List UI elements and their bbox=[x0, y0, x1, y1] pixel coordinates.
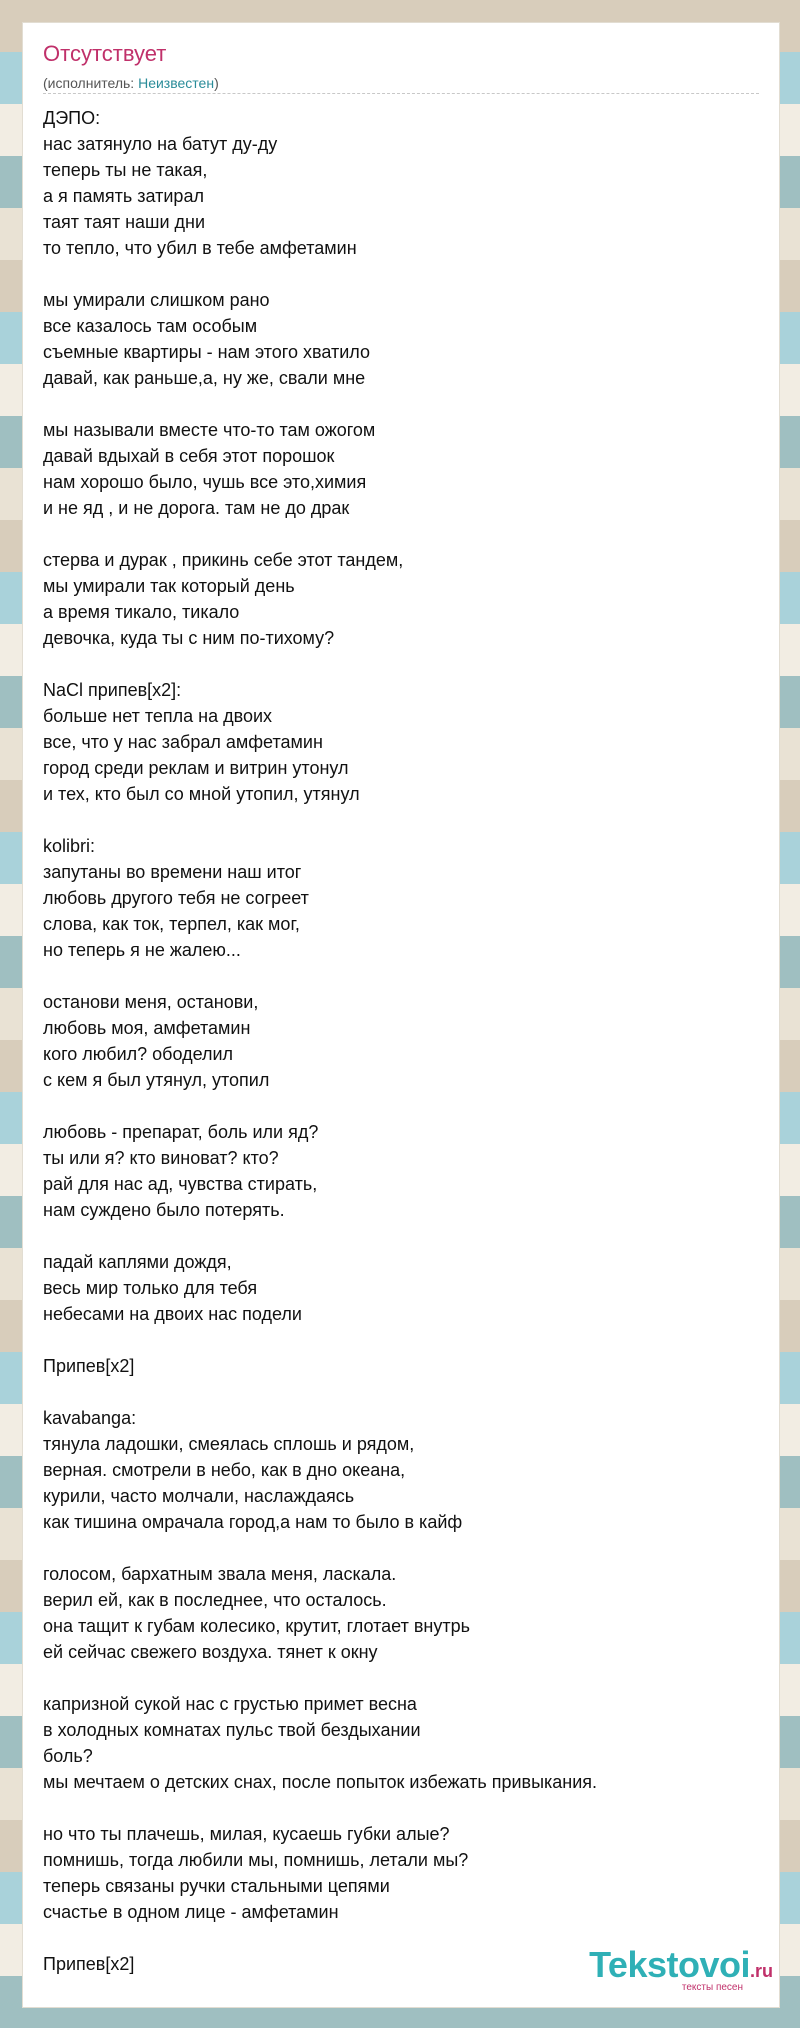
lyrics-line: съемные квартиры - нам этого хватило bbox=[43, 342, 370, 362]
lyrics-line: как тишина омрачала город,а нам то было в кайф bbox=[43, 1512, 463, 1532]
lyrics-line: боль? bbox=[43, 1746, 93, 1766]
lyrics-line: помнишь, тогда любили мы, помнишь, летали мы? bbox=[43, 1850, 469, 1870]
lyrics-line: тянула ладошки, смеялась сплошь и рядом, bbox=[43, 1434, 415, 1454]
site-logo[interactable] bbox=[589, 1944, 773, 1993]
lyrics-line: нас затянуло на батут ду-ду bbox=[43, 134, 278, 154]
lyrics-line: kavabanga: bbox=[43, 1408, 137, 1428]
lyrics-line: Припев[x2] bbox=[43, 1356, 135, 1376]
lyrics-blank-line bbox=[43, 1093, 759, 1119]
lyrics-line: нам хорошо было, чушь все это,химия bbox=[43, 472, 367, 492]
lyrics-line: в холодных комнатах пульс твой бездыхании bbox=[43, 1720, 421, 1740]
lyrics-blank-line bbox=[43, 1223, 759, 1249]
lyrics-line: нам суждено было потерять. bbox=[43, 1200, 285, 1220]
lyrics-blank-line bbox=[43, 807, 759, 833]
lyrics-line: счастье в одном лице - амфетамин bbox=[43, 1902, 339, 1922]
lyrics-line: все, что у нас забрал амфетамин bbox=[43, 732, 323, 752]
lyrics-line: город среди реклам и витрин утонул bbox=[43, 758, 349, 778]
artist-link[interactable]: Неизвестен bbox=[138, 75, 215, 91]
lyrics-line: а я память затирал bbox=[43, 186, 204, 206]
lyrics-line: рай для нас ад, чувства стирать, bbox=[43, 1174, 318, 1194]
artist-suffix: ) bbox=[214, 75, 219, 91]
lyrics-line: стерва и дурак , прикинь себе этот тандем, bbox=[43, 550, 404, 570]
lyrics-line: капризной сукой нас с грустью примет весна bbox=[43, 1694, 417, 1714]
lyrics-line: ты или я? кто виноват? кто? bbox=[43, 1148, 279, 1168]
lyrics-line: ДЭПО: bbox=[43, 108, 101, 128]
artist-prefix: (исполнитель: bbox=[43, 75, 139, 91]
lyrics-line: kolibri: bbox=[43, 836, 96, 856]
lyrics-blank-line bbox=[43, 963, 759, 989]
lyrics-line: весь мир только для тебя bbox=[43, 1278, 258, 1298]
lyrics-line: мы называли вместе что-то там ожогом bbox=[43, 420, 376, 440]
lyrics-blank-line bbox=[43, 391, 759, 417]
lyrics-line: запутаны во времени наш итог bbox=[43, 862, 302, 882]
lyrics-line: она тащит к губам колесико, крутит, глотает внутрь bbox=[43, 1616, 470, 1636]
lyrics-line: небесами на двоих нас подели bbox=[43, 1304, 302, 1324]
lyrics-line: голосом, бархатным звала меня, ласкала. bbox=[43, 1564, 397, 1584]
lyrics-line: теперь ты не такая, bbox=[43, 160, 208, 180]
lyrics-blank-line bbox=[43, 651, 759, 677]
lyrics-line: останови меня, останови, bbox=[43, 992, 259, 1012]
lyrics-blank-line bbox=[43, 521, 759, 547]
lyrics-line: то тепло, что убил в тебе амфетамин bbox=[43, 238, 357, 258]
lyrics-line: и тех, кто был со мной утопил, утянул bbox=[43, 784, 360, 804]
lyrics-blank-line bbox=[43, 1795, 759, 1821]
lyrics-line: Припев[x2] bbox=[43, 1954, 135, 1974]
lyrics-line: и не яд , и не дорога. там не до драк bbox=[43, 498, 350, 518]
lyrics-line: любовь - препарат, боль или яд? bbox=[43, 1122, 319, 1142]
lyrics-line: мы мечтаем о детских снах, после попыток избежать привыкания. bbox=[43, 1772, 598, 1792]
lyrics-line: слова, как ток, терпел, как мог, bbox=[43, 914, 300, 934]
title-divider bbox=[43, 93, 759, 94]
lyrics-line: ей сейчас свежего воздуха. тянет к окну bbox=[43, 1642, 378, 1662]
lyrics-blank-line bbox=[43, 1535, 759, 1561]
lyrics-line: любовь моя, амфетамин bbox=[43, 1018, 251, 1038]
lyrics-line: курили, часто молчали, наслаждаясь bbox=[43, 1486, 355, 1506]
lyrics-line: падай каплями дождя, bbox=[43, 1252, 232, 1272]
lyrics-line: но теперь я не жалею... bbox=[43, 940, 241, 960]
lyrics-card bbox=[22, 22, 780, 2008]
lyrics-line: с кем я был утянул, утопил bbox=[43, 1070, 270, 1090]
lyrics-line: но что ты плачешь, милая, кусаешь губки алые? bbox=[43, 1824, 450, 1844]
lyrics-line: больше нет тепла на двоих bbox=[43, 706, 273, 726]
lyrics-line: NaCl припев[x2]: bbox=[43, 680, 182, 700]
lyrics-line: теперь связаны ручки стальными цепями bbox=[43, 1876, 390, 1896]
lyrics-line: верная. смотрели в небо, как в дно океана, bbox=[43, 1460, 406, 1480]
lyrics-line: девочка, куда ты с ним по-тихому? bbox=[43, 628, 335, 648]
lyrics-blank-line bbox=[43, 1327, 759, 1353]
lyrics-line: любовь другого тебя не согреет bbox=[43, 888, 309, 908]
lyrics-line: а время тикало, тикало bbox=[43, 602, 240, 622]
lyrics-line: кого любил? ободелил bbox=[43, 1044, 234, 1064]
lyrics-blank-line bbox=[43, 1665, 759, 1691]
lyrics-line: таят таят наши дни bbox=[43, 212, 206, 232]
logo-main-text: Tekstovoi bbox=[589, 1944, 750, 1985]
lyrics-line: давай вдыхай в себя этот порошок bbox=[43, 446, 335, 466]
lyrics-blank-line bbox=[43, 1379, 759, 1405]
lyrics-line: давай, как раньше,а, ну же, свали мне bbox=[43, 368, 366, 388]
lyrics-line: мы умирали так который день bbox=[43, 576, 295, 596]
lyrics-blank-line bbox=[43, 261, 759, 287]
lyrics-text bbox=[43, 105, 759, 1977]
logo-subtitle: тексты песен bbox=[681, 1982, 743, 1993]
lyrics-line: мы умирали слишком рано bbox=[43, 290, 270, 310]
lyrics-line: верил ей, как в последнее, что осталось. bbox=[43, 1590, 387, 1610]
song-title: Отсутствует bbox=[43, 41, 167, 66]
logo-tld: .ru bbox=[749, 1961, 773, 1981]
lyrics-line: все казалось там особым bbox=[43, 316, 258, 336]
artist-line bbox=[43, 75, 219, 91]
